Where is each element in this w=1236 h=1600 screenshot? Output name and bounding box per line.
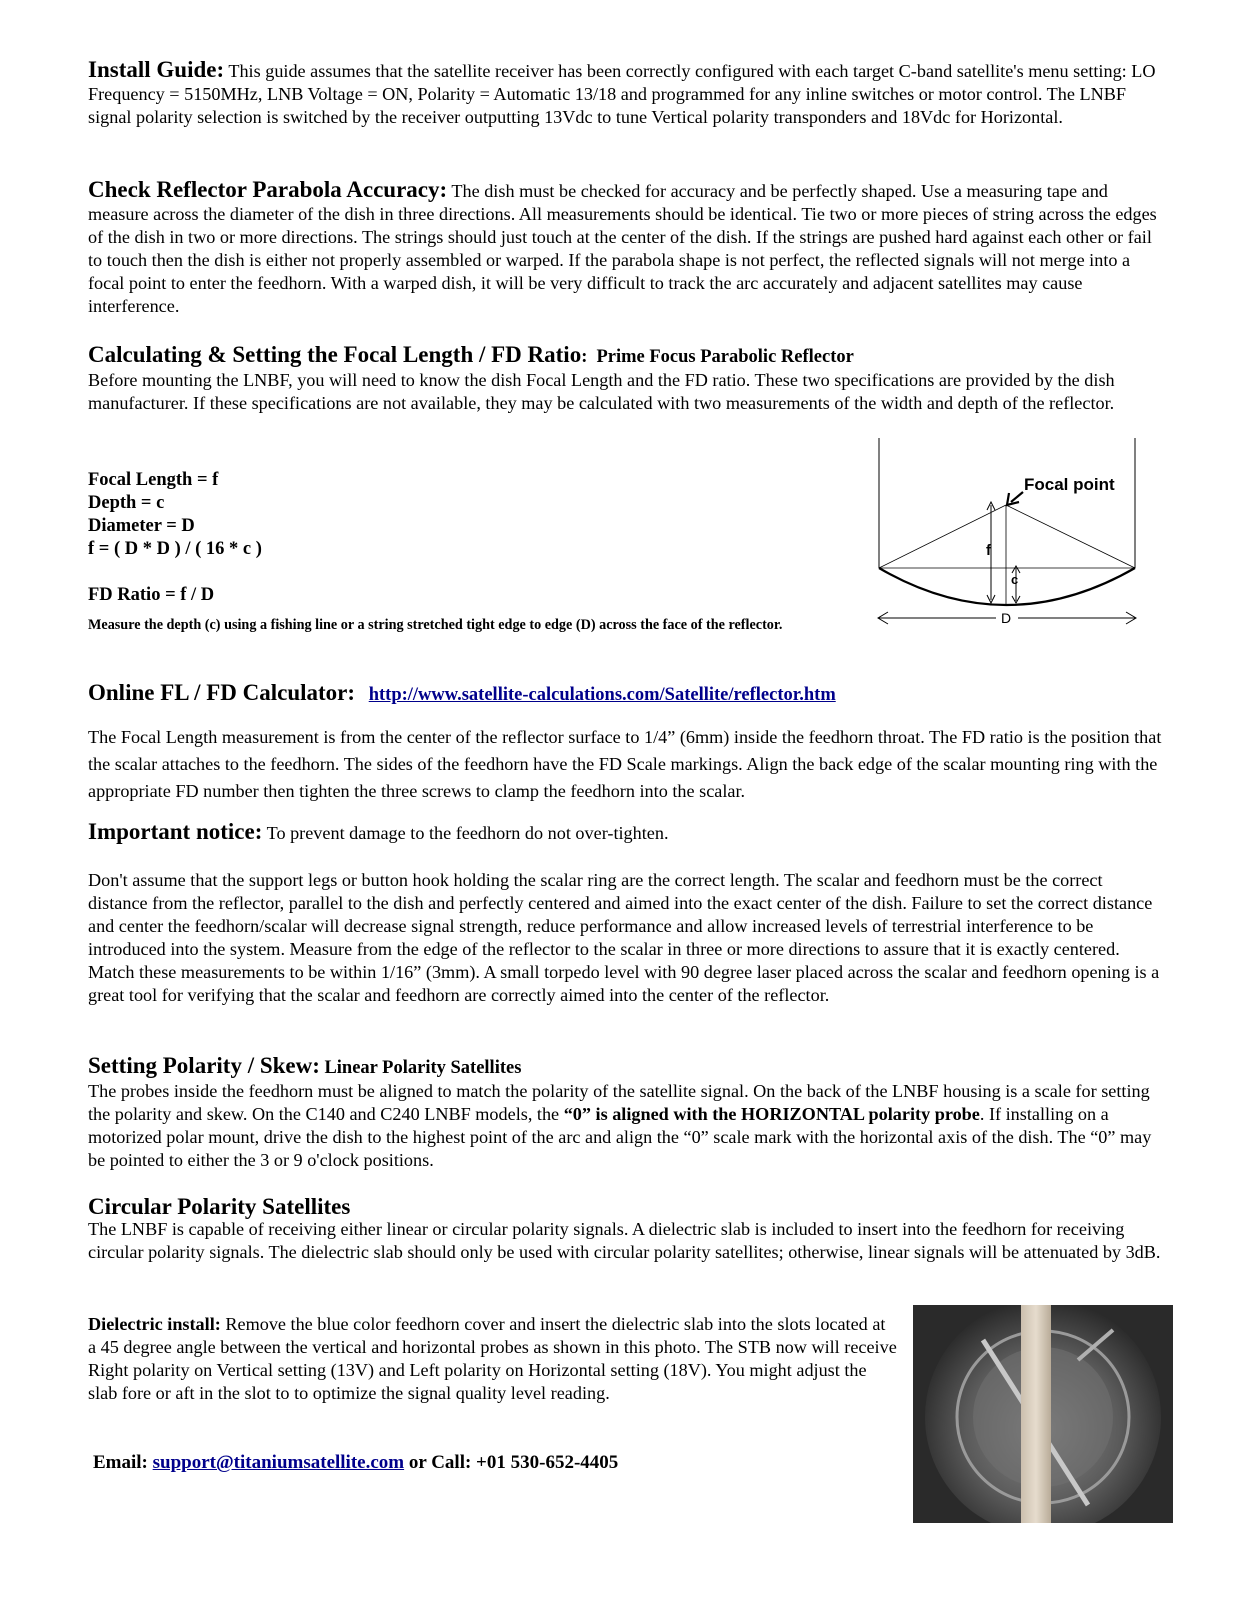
dielectric-text: Remove the blue color feedhorn cover and insert the dielectric slab into the slots located at a 45 degree angle between the vertical and horizontal probes as shown in this photo. The STB now will receive Right polarity on Vertical setting (13V) and Left polarity on Horizontal setting (18V). You might adjust the slab fore or aft in the slot to to optimize the signal quality level reading.: [88, 1314, 897, 1403]
polarity-paragraph: [88, 1080, 1163, 1172]
reflector-heading: Check Reflector Parabola Accuracy:: [88, 177, 448, 202]
install-guide-section: [88, 58, 1163, 129]
polarity-heading: Setting Polarity / Skew:: [88, 1053, 320, 1078]
calculator-heading: Online FL / FD Calculator:: [88, 680, 356, 705]
install-guide-heading: Install Guide:: [88, 57, 225, 82]
formula-focal-length: Focal Length = f: [88, 470, 219, 490]
focal-point-label: Focal point: [1024, 475, 1115, 494]
parabola-diagram: [876, 438, 1166, 638]
formula-depth: Depth = c: [88, 493, 165, 513]
reflector-curve: [879, 568, 1135, 605]
call-text: or Call: +01 530-652-4405: [408, 1452, 619, 1473]
focal-heading: Calculating & Setting the Focal Length / FD Ratio: [88, 342, 582, 367]
calculator-text-block: [88, 724, 1163, 805]
f-label: f: [986, 542, 991, 559]
polarity-text-2: . If installing on a motorized polar mount, drive the dish to the highest point of the arc and align the “0” scale mark with the horizontal axis of the dish. The “0” may be pointed to either the 3 or 9 o'clock positions.: [88, 1104, 1152, 1170]
focal-subheading: Prime Focus Parabolic Reflector: [596, 347, 854, 367]
calculator-section: [88, 681, 1163, 707]
calculator-heading-line: [88, 681, 1163, 707]
formula-fd-ratio: FD Ratio = f / D: [88, 585, 215, 605]
focal-length-section: [88, 343, 1163, 415]
polarity-heading-line: [88, 1054, 1163, 1080]
feedhorn-dielectric-photo: [913, 1305, 1173, 1523]
formula-f: f = ( D * D ) / ( 16 * c ): [88, 539, 262, 559]
email-label: Email:: [93, 1452, 148, 1473]
reflector-accuracy-section: [88, 178, 1163, 318]
reflector-text: The dish must be checked for accuracy and be perfectly shaped. Use a measuring tape and measure across the diameter of the dish in three directions. All measurements should be identical. Tie two or more pieces of string across the edges of the dish in two or more directions. The strings should just touch at the center of the dish. If the strings are pushed hard against each other or fail to touch then the dish is either not properly assembled or warped. If the parabola shape is not perfect, the reflected signals will not merge into a focal point to enter the feedhorn. With a warped dish, it will be very difficult to track the arc accurately and adjacent satellites may cause interference.: [88, 181, 1157, 316]
focal-text: Before mounting the LNBF, you will need to know the dish Focal Length and the FD ratio. These two specifications are provided by the dish manufacturer. If these specifications are not available, they may be calculated with two measurements of the width and depth of the reflector.: [88, 370, 1115, 413]
circular-section: [88, 1195, 1163, 1264]
depth-measure-note: Measure the depth (c) using a fishing line or a string stretched tight edge to edge (D) across the face of the reflector.: [88, 617, 783, 633]
notice-paragraph: Don't assume that the support legs or button hook holding the scalar ring are the correct length. The scalar and feedhorn must be the correct distance from the reflector, parallel to the dish and perfectly centered and aimed into the exact center of the dish. Failure to set the correct distance and center the feedhorn/scalar will decrease signal strength, reduce performance and allow increased levels of terrestrial interference to be introduced into the system. Measure from the edge of the reflector to the scalar in three or more directions to assure that it is exactly centered. Match these measurements to be within 1/16” (3mm). A small torpedo level with 90 degree laser placed across the scalar and feedhorn opening is a great tool for verifying that the scalar and feedhorn are correctly aimed into the center of the reflector.: [88, 870, 1160, 1005]
polarity-section: [88, 1054, 1163, 1172]
polarity-text-1: The probes inside the feedhorn must be aligned to match the polarity of the satellite signal. On the back of the LNBF housing is a scale for setting the polarity and skew. On the C140 and C240 LNBF models, the: [88, 1081, 1150, 1124]
contact-line: [93, 1452, 618, 1474]
dielectric-slab: [1021, 1305, 1051, 1523]
dielectric-heading: Dielectric install:: [88, 1314, 221, 1334]
dielectric-section: [88, 1313, 898, 1405]
circular-heading: Circular Polarity Satellites: [88, 1194, 351, 1219]
circular-text: The LNBF is capable of receiving either linear or circular polarity signals. A dielectric slab is included to insert into the feedhorn for receiving circular polarity signals. The dielectric slab should only be used with circular polarity satellites; otherwise, linear signals will be attenuated by 3dB.: [88, 1219, 1161, 1262]
focal-point-pointer: [1011, 492, 1023, 502]
notice-paragraph-block: [88, 869, 1163, 1007]
formula-diameter: Diameter = D: [88, 516, 195, 536]
install-guide-text: This guide assumes that the satellite receiver has been correctly configured with each target C-band satellite's menu setting: LO Frequency = 5150MHz, LNB Voltage = ON, Polarity = Automatic 13/18 and programmed for any inline switches or motor control. The LNBF signal polarity selection is switched by the receiver outputting 13Vdc to tune Vertical polarity transponders and 18Vdc for Horizontal.: [88, 61, 1156, 127]
dielectric-paragraph: [88, 1313, 898, 1405]
reflector-paragraph: [88, 178, 1163, 318]
focal-heading-colon: :: [581, 347, 588, 367]
calculator-text: The Focal Length measurement is from the center of the reflector surface to 1/4” (6mm) inside the feedhorn throat. The FD ratio is the position that the scalar attaches to the feedhorn. The sides of the feedhorn have the FD Scale markings. Align the back edge of the scalar mounting ring with the appropriate FD number then tighten the three screws to clamp the feedhorn into the scalar.: [88, 727, 1162, 801]
c-label: c: [1011, 572, 1019, 587]
notice-heading: Important notice:: [88, 819, 263, 844]
notice-line: [88, 820, 1163, 845]
email-link[interactable]: support@titaniumsatellite.com: [152, 1452, 405, 1473]
d-label: D: [1001, 610, 1012, 626]
focal-heading-line: [88, 343, 1163, 369]
polarity-subheading: Linear Polarity Satellites: [324, 1058, 522, 1078]
polarity-bold-text: “0” is aligned with the HORIZONTAL polarity probe: [563, 1104, 980, 1124]
calculator-link[interactable]: http://www.satellite-calculations.com/Satellite/reflector.htm: [368, 685, 836, 705]
notice-section: [88, 820, 1163, 845]
install-guide-paragraph: [88, 58, 1163, 129]
notice-text: To prevent damage to the feedhorn do not over-tighten.: [266, 823, 669, 843]
